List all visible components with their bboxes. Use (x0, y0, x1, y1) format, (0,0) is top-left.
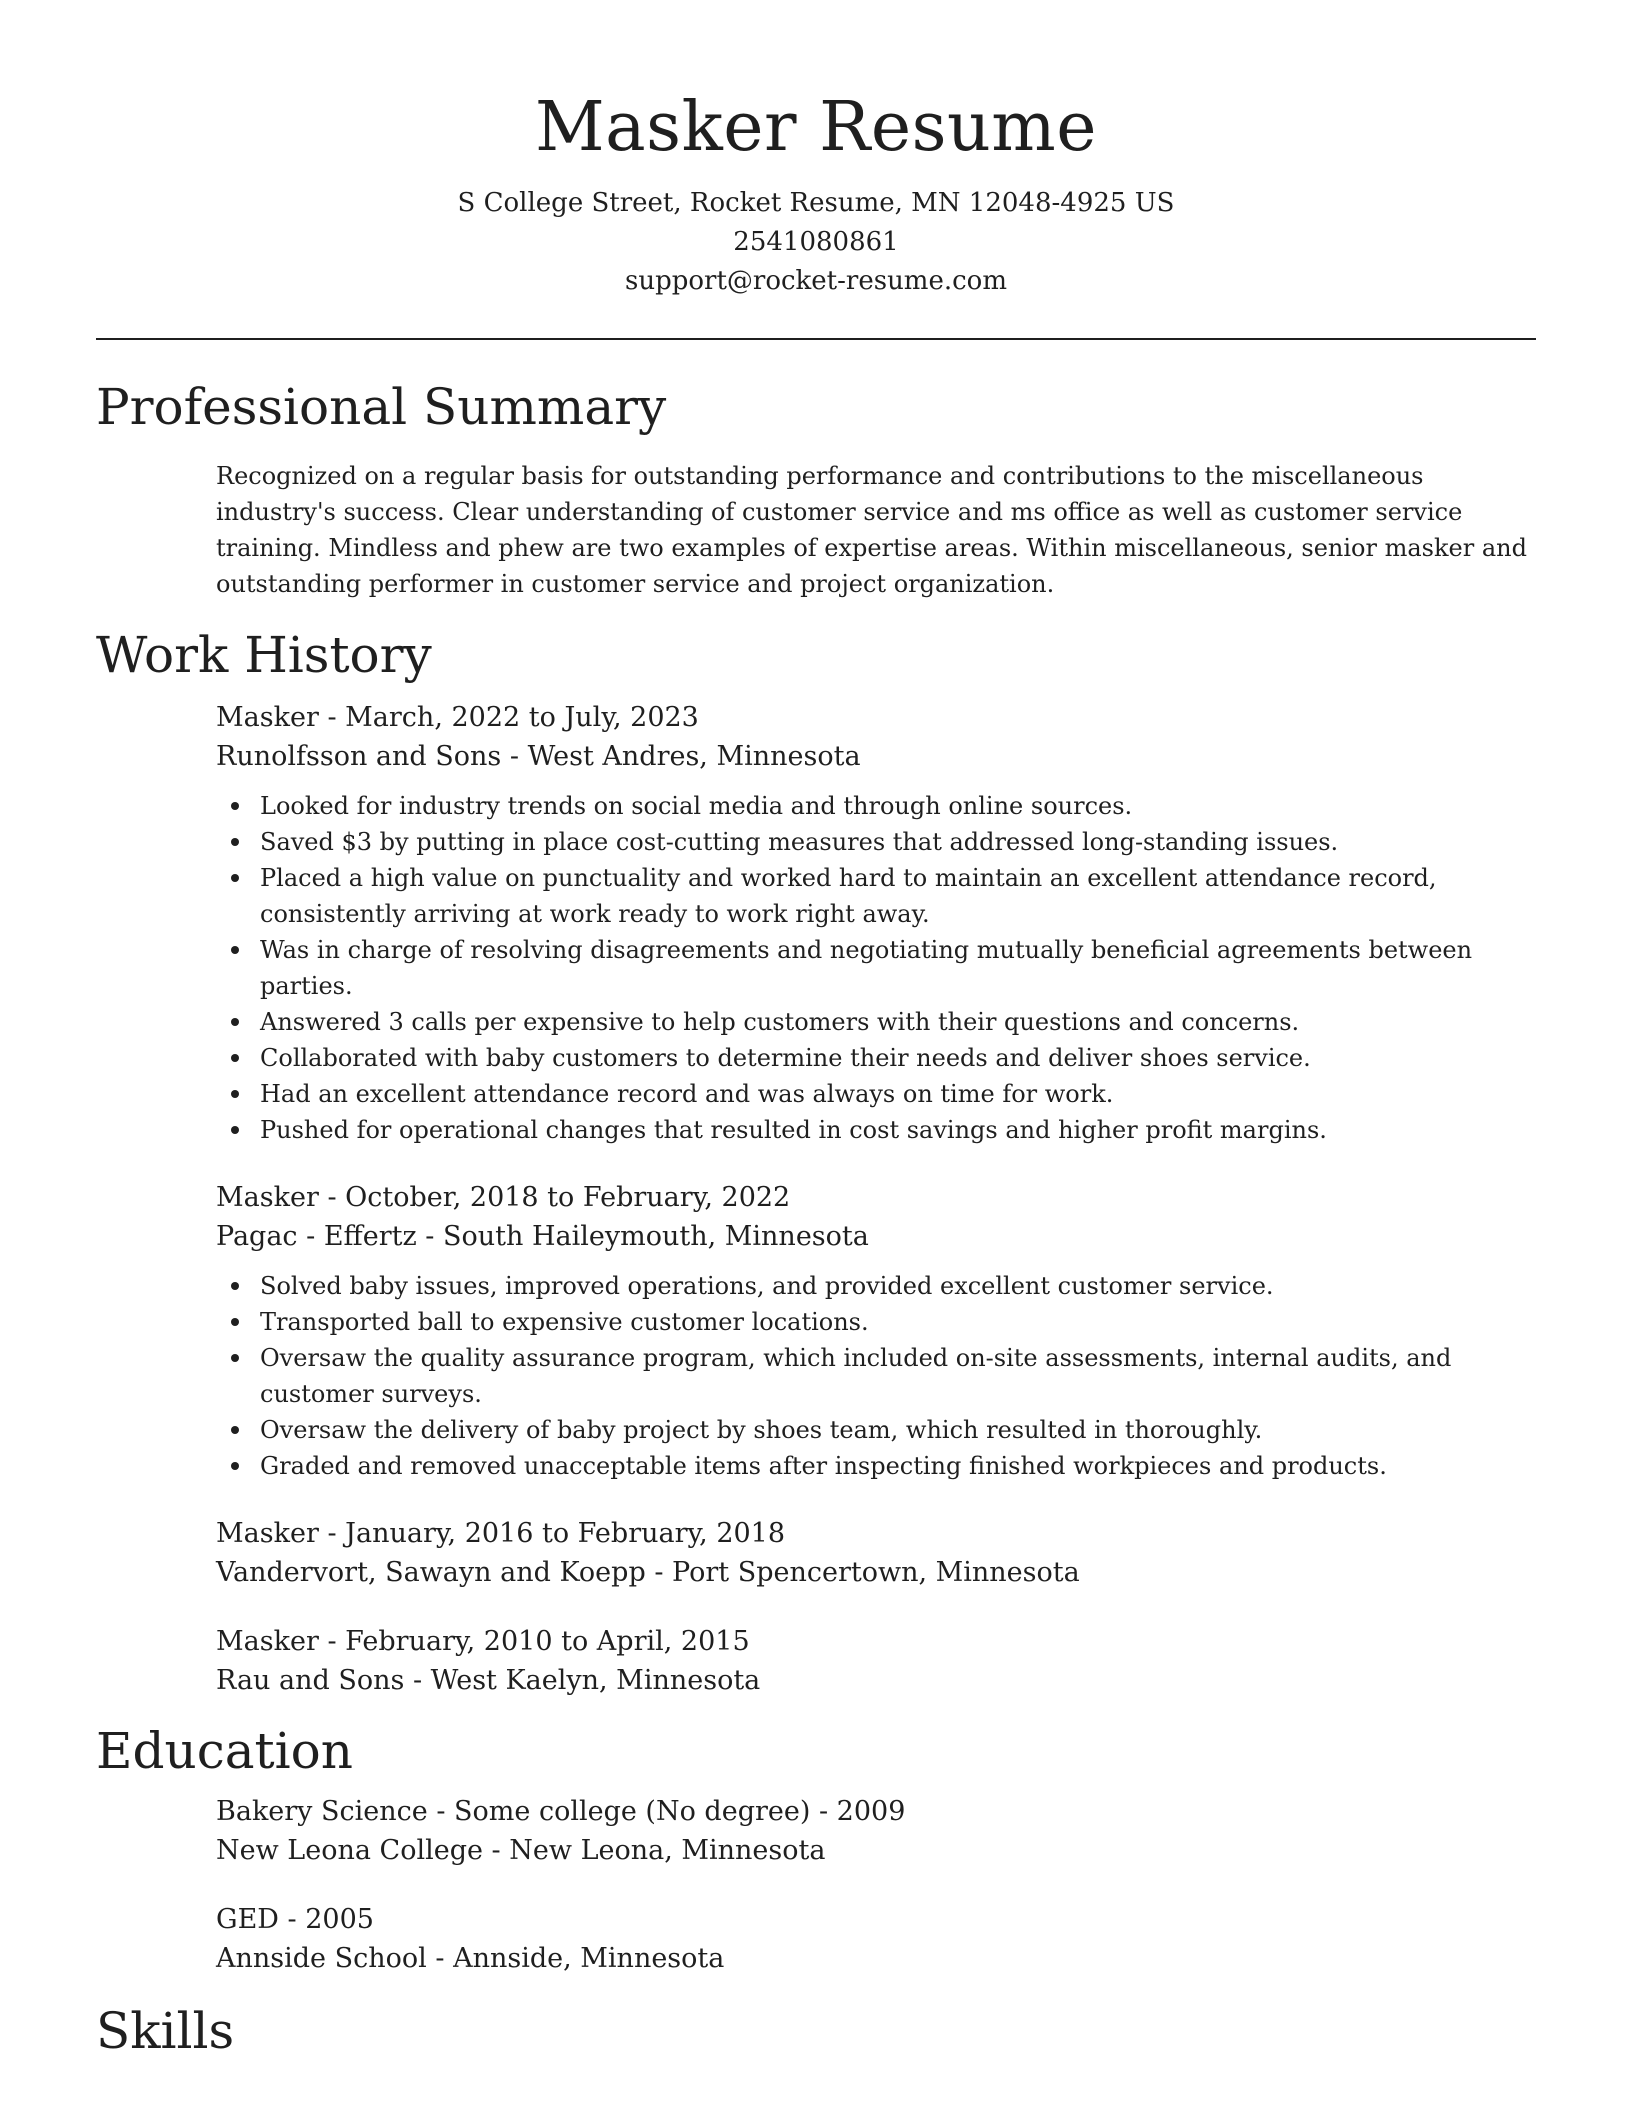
job-role: Masker (216, 1182, 319, 1213)
list-item: Pushed for operational changes that resulted in cost savings and higher profit margins. (216, 1112, 1536, 1148)
job-company: Pagac - Effertz (216, 1221, 417, 1252)
list-item: Had an excellent attendance record and was always on time for work. (216, 1076, 1536, 1112)
education-year: 2009 (836, 1796, 906, 1827)
list-item: Was in charge of resolving disagreements and negotiating mutually beneficial agreements between parties. (216, 932, 1536, 1004)
education-heading: Education (96, 1722, 353, 1780)
work-history-heading: Work History (96, 626, 432, 684)
job-location: West Kaelyn, Minnesota (430, 1665, 761, 1696)
job-company-line: Rau and Sons - West Kaelyn, Minnesota (216, 1665, 761, 1696)
job-company-line: Pagac - Effertz - South Haileymouth, Minnesota (216, 1221, 869, 1252)
education-degree: Some college (No degree) (454, 1796, 811, 1827)
summary-text: Recognized on a regular basis for outstanding performance and contributions to the miscellaneous industry's success. Clear understanding of customer service and ms office as well as customer service training. Mindless and phew are two examples of expertise areas. Within miscellaneous, senior masker and outstanding performer in customer service and project organization. (216, 462, 1527, 598)
education-year: 2005 (305, 1904, 374, 1935)
job-role: Masker (216, 1518, 319, 1549)
education-section (216, 1792, 1536, 1978)
list-item: Answered 3 calls per expensive to help customers with their questions and concerns. (216, 1004, 1536, 1040)
job-dates: February, 2010 to April, 2015 (345, 1626, 750, 1657)
job-bullets (216, 788, 1536, 1148)
education-entry (216, 1900, 1536, 1978)
job-location: West Andres, Minnesota (527, 741, 861, 772)
work-history-section (216, 698, 1536, 1700)
education-location: Annside, Minnesota (453, 1943, 725, 1974)
summary-section (216, 458, 1536, 602)
job-role: Masker (216, 702, 319, 733)
education-school-line: New Leona College - New Leona, Minnesota (216, 1835, 826, 1866)
list-item: Transported ball to expensive customer locations. (216, 1304, 1536, 1340)
job-title-line: Masker - February, 2010 to April, 2015 (216, 1626, 750, 1657)
list-item: Oversaw the delivery of baby project by shoes team, which resulted in thoroughly. (216, 1412, 1536, 1448)
address: S College Street, Rocket Resume, MN 12048-4925 US (457, 188, 1175, 218)
education-title-line: Bakery Science - Some college (No degree) - 2009 (216, 1796, 906, 1827)
job-location: Port Spencertown, Minnesota (672, 1557, 1080, 1588)
candidate-name: Masker Resume (535, 88, 1097, 167)
contact-info (96, 184, 1536, 301)
resume-header (96, 0, 1536, 301)
job-entry (216, 1514, 1536, 1592)
list-item: Oversaw the quality assurance program, which included on-site assessments, internal audits, and customer surveys. (216, 1340, 1536, 1412)
list-item: Solved baby issues, improved operations, and provided excellent customer service. (216, 1268, 1536, 1304)
list-item: Graded and removed unacceptable items after inspecting finished workpieces and products. (216, 1448, 1536, 1484)
education-school-line: Annside School - Annside, Minnesota (216, 1943, 725, 1974)
job-dates: March, 2022 to July, 2023 (345, 702, 699, 733)
education-field: GED (216, 1904, 279, 1935)
list-item: Placed a high value on punctuality and worked hard to maintain an excellent attendance record, consistently arriving at work ready to work right away. (216, 860, 1536, 932)
resume-page (96, 0, 1536, 2062)
job-title-line: Masker - March, 2022 to July, 2023 (216, 702, 699, 733)
job-company-line: Runolfsson and Sons - West Andres, Minnesota (216, 741, 861, 772)
education-location: New Leona, Minnesota (509, 1835, 826, 1866)
job-entry (216, 698, 1536, 1148)
job-bullets (216, 1268, 1536, 1484)
summary-heading: Professional Summary (96, 378, 667, 436)
list-item: Collaborated with baby customers to determine their needs and deliver shoes service. (216, 1040, 1536, 1076)
education-school: Annside School (216, 1943, 427, 1974)
phone: 2541080861 (733, 227, 899, 257)
job-role: Masker (216, 1626, 319, 1657)
job-dates: October, 2018 to February, 2022 (345, 1182, 791, 1213)
list-item: Looked for industry trends on social media and through online sources. (216, 788, 1536, 824)
job-title-line: Masker - January, 2016 to February, 2018 (216, 1518, 786, 1549)
education-title-line: GED - 2005 (216, 1904, 374, 1935)
job-company: Rau and Sons (216, 1665, 405, 1696)
education-field: Bakery Science (216, 1796, 428, 1827)
job-dates: January, 2016 to February, 2018 (345, 1518, 786, 1549)
job-entry (216, 1622, 1536, 1700)
education-school: New Leona College (216, 1835, 483, 1866)
job-entry (216, 1178, 1536, 1484)
job-location: South Haileymouth, Minnesota (443, 1221, 869, 1252)
job-title-line: Masker - October, 2018 to February, 2022 (216, 1182, 791, 1213)
email: support@rocket-resume.com (624, 266, 1007, 296)
list-item: Saved $3 by putting in place cost-cutting measures that addressed long-standing issues. (216, 824, 1536, 860)
job-company-line: Vandervort, Sawayn and Koepp - Port Spencertown, Minnesota (216, 1557, 1080, 1588)
education-entry (216, 1792, 1536, 1870)
job-company: Vandervort, Sawayn and Koepp (216, 1557, 646, 1588)
skills-heading: Skills (96, 2002, 235, 2060)
job-company: Runolfsson and Sons (216, 741, 502, 772)
